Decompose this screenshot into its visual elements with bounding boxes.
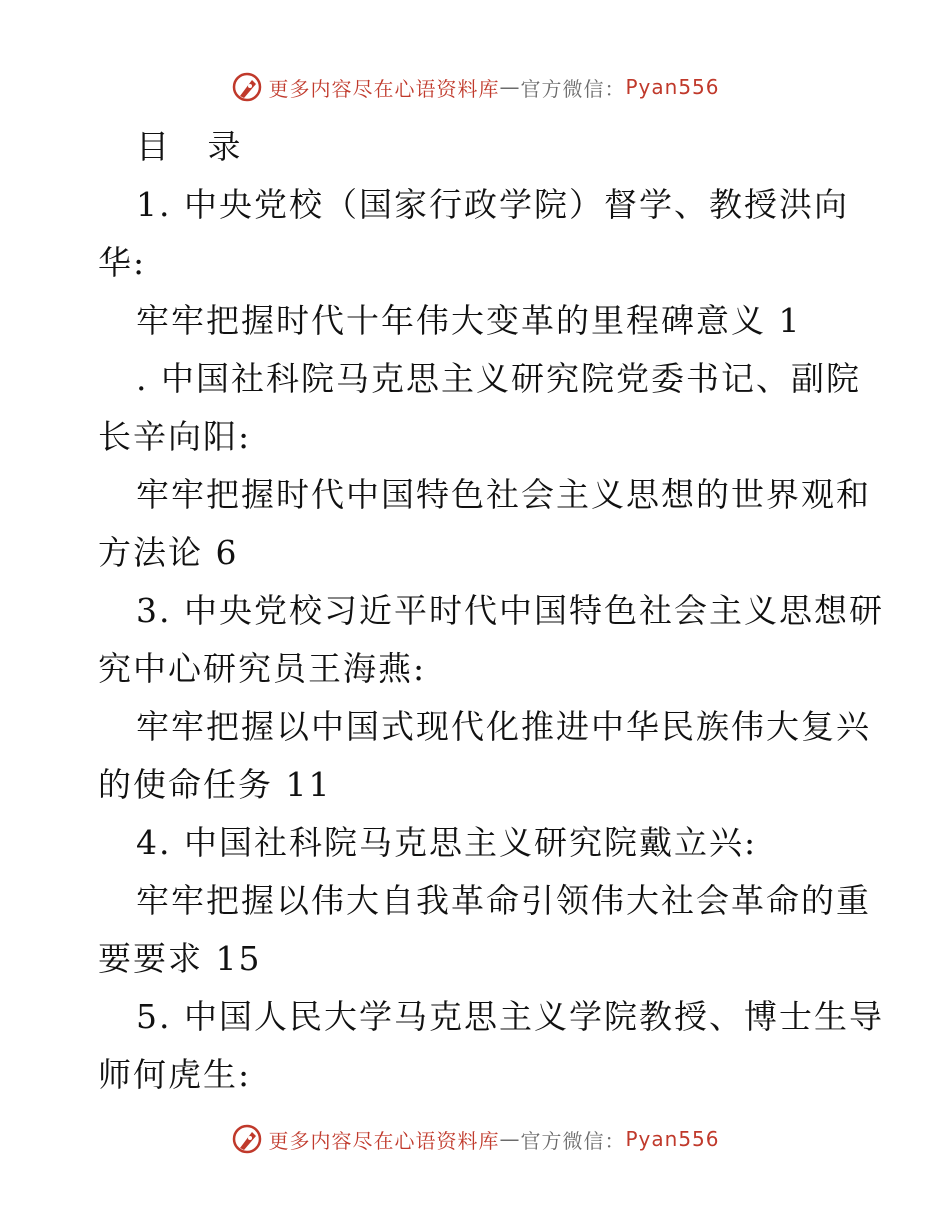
watermark-main-text: 更多内容尽在心语资料库 — [268, 1128, 500, 1153]
toc-line: 1. 中央党校（国家行政学院）督学、教授洪向 — [136, 185, 849, 224]
toc-line: 牢牢把握时代十年伟大变革的里程碑意义 1 — [136, 301, 802, 340]
toc-title: 目 录 — [136, 127, 255, 166]
toc-line: 要要求 15 — [98, 939, 262, 978]
toc-line: 方法论 6 — [98, 533, 239, 572]
header-watermark — [0, 70, 950, 104]
watermark-sub-text: 官方微信： — [520, 76, 626, 101]
toc-line: 牢牢把握时代中国特色社会主义思想的世界观和 — [136, 475, 871, 514]
watermark-wechat-id: Pyan556 — [625, 1127, 720, 1151]
table-of-contents — [98, 118, 884, 1104]
toc-line: 的使命任务 11 — [98, 765, 332, 804]
toc-line: 师何虎生: — [98, 1055, 252, 1094]
watermark-wechat-id: Pyan556 — [625, 75, 720, 99]
toc-line: 4. 中国社科院马克思主义研究院戴立兴: — [136, 823, 758, 862]
toc-line: 3. 中央党校习近平时代中国特色社会主义思想研 — [136, 591, 884, 630]
watermark-main-text: 更多内容尽在心语资料库 — [268, 76, 500, 101]
watermark-sub-text: 官方微信： — [520, 1128, 626, 1153]
toc-line: 华: — [98, 243, 147, 282]
toc-lines — [98, 176, 884, 1104]
toc-line: 究中心研究员王海燕: — [98, 649, 427, 688]
toc-line: 牢牢把握以中国式现代化推进中华民族伟大复兴 — [136, 707, 871, 746]
watermark-dash: — — [499, 1127, 521, 1151]
footer-watermark — [0, 1122, 950, 1156]
pen-nib-circle-icon — [230, 1122, 264, 1156]
watermark-dash: — — [499, 75, 521, 99]
toc-line: 长辛向阳: — [98, 417, 252, 456]
toc-line: 5. 中国人民大学马克思主义学院教授、博士生导 — [136, 997, 884, 1036]
toc-line: . 中国社科院马克思主义研究院党委书记、副院 — [136, 359, 861, 398]
pen-nib-circle-icon — [230, 70, 264, 104]
toc-line: 牢牢把握以伟大自我革命引领伟大社会革命的重 — [136, 881, 871, 920]
